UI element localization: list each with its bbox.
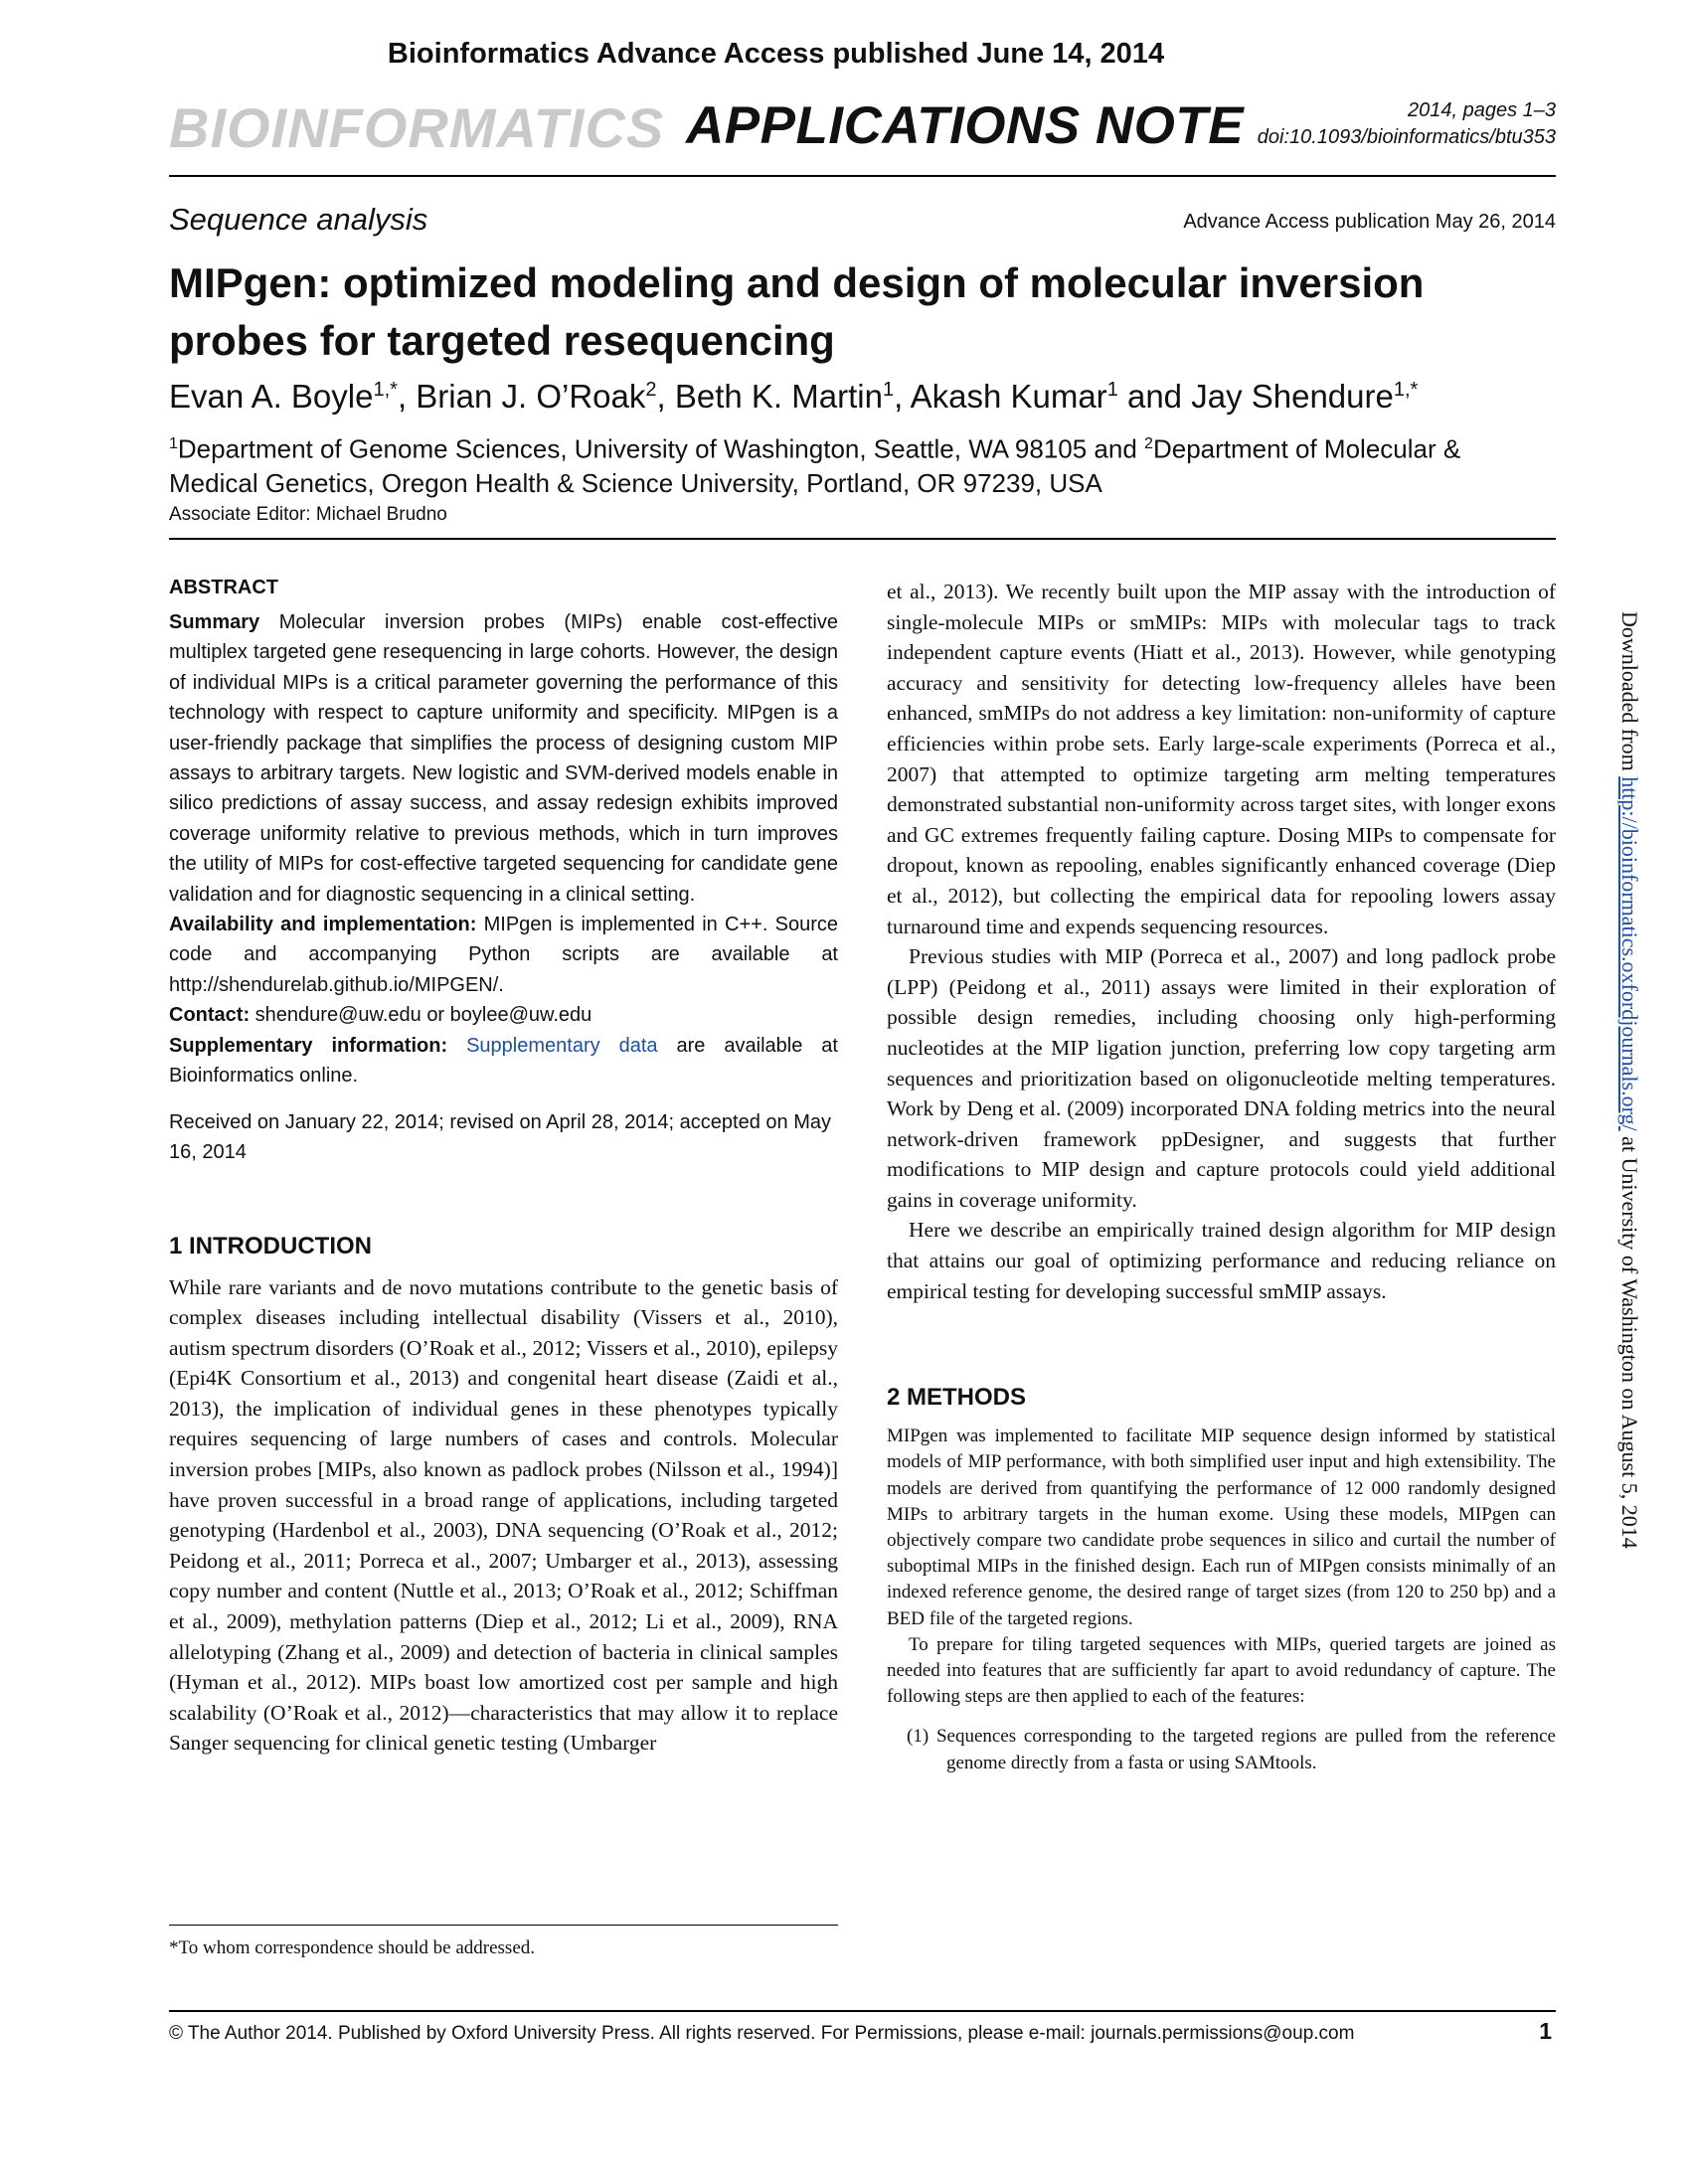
author-name: Akash Kumar <box>910 378 1107 415</box>
left-column <box>169 577 838 1759</box>
footnote-rule <box>169 1925 838 1926</box>
availability-text: MIPgen is implemented in C++. Source code and accompanying Python scripts are available at http://shendurelab.github.io/MIPGEN/. <box>169 914 838 996</box>
article-type: APPLICATIONS NOTE <box>686 96 1245 155</box>
paper-title: MIPgen: optimized modeling and design of molecular inversion probes for targeted resequencing <box>169 259 1425 364</box>
section-category: Sequence analysis <box>169 202 428 237</box>
abstract-heading: ABSTRACT <box>169 577 278 598</box>
author-sup: 1,* <box>373 379 398 401</box>
author-sup: 1 <box>1106 379 1118 401</box>
footer-rule <box>169 2010 1556 2012</box>
abstract-summary <box>169 607 838 910</box>
abstract-availability <box>169 910 838 1000</box>
journal-url-link[interactable]: http://bioinformatics.oxfordjournals.org/ <box>1617 776 1642 1131</box>
author-name: Brian J. O’Roak <box>416 378 646 415</box>
affil-sup: 2 <box>1144 435 1153 452</box>
contact-label: Contact: <box>169 1004 251 1027</box>
affil-dept-1: Department of Genome Sciences, University of Washington, Seattle, WA 98105 and <box>177 433 1145 464</box>
title-rule <box>169 538 1556 540</box>
doi: doi:10.1093/bioinformatics/btu353 <box>1257 126 1556 148</box>
methods-list-item: (1) Sequences corresponding to the targeted regions are pulled from the reference genome directly from a fasta or using SAMtools. <box>907 1726 1556 1773</box>
summary-label: Summary <box>169 611 260 633</box>
side-note-suffix: at University of Washington on August 5, 2014 <box>1617 1130 1642 1549</box>
abstract-supplementary <box>169 1031 838 1092</box>
intro-continuation: et al., 2013). We recently built upon the MIP assay with the introduction of single-molecule MIPs or smMIPs: MIPs with molecular tags to track independent capture events (Hiatt et al., 2013). However, while genotyping accuracy and sensitivity for detecting low-frequency alleles have been enhanced, smMIPs do not address a key limitation: non-uniformity of capture efficiencies within probe sets. Early large-scale experiments (Porreca et al., 2007) that attempted to optimize targeting arm melting temperatures demonstrated substantial non-uniformity across target sites, with longer exons and GC extremes frequently failing capture. Dosing MIPs to compensate for dropout, known as repooling, enables significantly enhanced coverage (Diep et al., 2012), but collecting the empirical data for repooling lowers assay turnaround time and expends sequencing resources. <box>887 580 1556 938</box>
affil-sup: 1 <box>169 435 178 452</box>
contact-text: shendure@uw.edu or boylee@uw.edu <box>250 1004 592 1027</box>
download-side-note <box>1608 611 1642 2003</box>
page-number: 1 <box>1539 2018 1552 2044</box>
intro-paragraph: While rare variants and de novo mutations contribute to the genetic basis of complex diseases including intellectual disability (Vissers et al., 2010), autism spectrum disorders (O’Roak et al., 2012; Vissers et al., 2010), epilepsy (Epi4K Consortium et al., 2013) and congenital heart disease (Zaidi et al., 2013), the implication of individual genes in these phenotypes typically requires sequencing of large numbers of cases and controls. Molecular inversion probes [MIPs, also known as padlock probes (Nilsson et al., 1994)] have proven successful in a broad range of applications, including targeted genotyping (Hardenbol et al., 2003), DNA sequencing (O’Roak et al., 2012; Peidong et al., 2011; Porreca et al., 2007; Umbarger et al., 2013), assessing copy number and content (Nuttle et al., 2013; O’Roak et al., 2012; Schiffman et al., 2009), methylation patterns (Diep et al., 2012; Li et al., 2009), RNA allelotyping (Zhang et al., 2009) and detection of bacteria in clinical samples (Hyman et al., 2012). MIPs boast low amortized cost per sample and high scalability (O’Roak et al., 2012)—characteristics that may allow it to replace Sanger sequencing for clinical genetic testing (Umbarger <box>169 1274 838 1756</box>
abstract-contact <box>169 1000 838 1030</box>
side-note-prefix: Downloaded from <box>1617 611 1642 777</box>
author-list: Evan A. Boyle$^{1,*}$, Brian J. O’Roak$^2$, Beth K. Martin$^1$, Akash Kumar$^1$ and Jay Shendure$^{1,*}$ <box>169 378 1419 415</box>
affil-dept-2: Department of Molecular & Medical Genetics, Oregon Health & Science University, Portland, OR 97239, USA <box>169 433 1461 498</box>
author-name: Beth K. Martin <box>674 378 883 415</box>
journal-logo: BIOINFORMATICS <box>169 96 665 159</box>
affiliations <box>169 427 1551 500</box>
supp-text: are available at Bioinformatics online. <box>169 1034 838 1088</box>
pages-line: 2014, pages 1–3 <box>1407 99 1556 121</box>
intro-paragraph-3: Here we describe an empirically trained design algorithm for MIP design that attains our goal of optimizing performance and reducing reliance on empirical testing for developing successful smMIP assays. <box>887 1218 1556 1303</box>
header-rule <box>169 175 1556 177</box>
pages-doi-block <box>1258 97 1556 151</box>
associate-editor: Associate Editor: Michael Brudno <box>169 504 447 525</box>
summary-text: Molecular inversion probes (MIPs) enable cost-effective multiplex targeted gene resequencing in large cohorts. However, the design of individual MIPs is a critical parameter governing the performance of this technology with respect to capture uniformity and specificity. MIPgen is a user-friendly package that simplifies the process of designing custom MIP assays to arbitrary targets. New logistic and SVM-derived models enable in silico predictions of assay success, and assay redesign exhibits improved coverage uniformity relative to previous methods, which in turn improves the utility of MIPs for cost-effective targeted sequencing for candidate gene validation and for diagnostic sequencing in a clinical setting. <box>169 611 838 906</box>
intro-heading: 1 INTRODUCTION <box>169 1232 372 1260</box>
publication-date: Advance Access publication May 26, 2014 <box>1183 211 1556 233</box>
received-dates: Received on January 22, 2014; revised on April 28, 2014; accepted on May 16, 2014 <box>169 1110 831 1163</box>
correspondence-footnote: *To whom correspondence should be addressed. <box>169 1937 536 1958</box>
availability-label: Availability and implementation: <box>169 914 477 936</box>
methods-paragraph-1: MIPgen was implemented to facilitate MIP sequence design informed by statistical models of MIP performance, with both simplified user input and high extensibility. The models are derived from quantifying the performance of 12 000 randomly designed MIPs to arbitrary targets in the human exome. Using these models, MIPgen can objectively compare two candidate probe sequences in silico and curtail the number of suboptimal MIPs in the finished design. Each run of MIPgen consists minimally of an indexed reference genome, the desired range of target sizes (from 120 to 250 bp) and a BED file of the targeted regions. <box>887 1426 1556 1629</box>
author-name: Evan A. Boyle <box>169 378 374 415</box>
intro-paragraph-2: Previous studies with MIP (Porreca et al., 2007) and long padlock probe (LPP) (Peidong et al., 2011) assays were limited in their exploration of possible design remedies, including choosing only high-performing nucleotides at the MIP ligation junction, preferring low copy targeting arm sequences and prioritization based on oligonucleotide melting temperatures. Work by Deng et al. (2009) incorporated DNA folding metrics into the neural network-driven framework ppDesigner, and suggests that further modifications to MIP design and capture protocols could yield additional gains in coverage uniformity. <box>887 944 1556 1212</box>
right-column <box>887 577 1556 1776</box>
supp-label: Supplementary information: <box>169 1034 448 1057</box>
author-name: Jay Shendure <box>1191 378 1394 415</box>
author-sup: 2 <box>645 379 657 401</box>
methods-heading: 2 METHODS <box>887 1384 1027 1412</box>
copyright-line: © The Author 2014. Published by Oxford University Press. All rights reserved. For Permissions, please e-mail: journals.permissions@oup.com <box>169 2023 1355 2044</box>
advance-access-banner: Bioinformatics Advance Access published June 14, 2014 <box>387 38 1165 70</box>
author-sup: 1,* <box>1393 379 1419 401</box>
author-sup: 1 <box>882 379 895 401</box>
supplementary-data-link[interactable]: Supplementary data <box>466 1034 658 1057</box>
methods-paragraph-2: To prepare for tiling targeted sequences with MIPs, queried targets are joined as needed into features that are sufficiently far apart to avoid redundancy of capture. The following steps are then applied to each of the features: <box>887 1633 1556 1708</box>
